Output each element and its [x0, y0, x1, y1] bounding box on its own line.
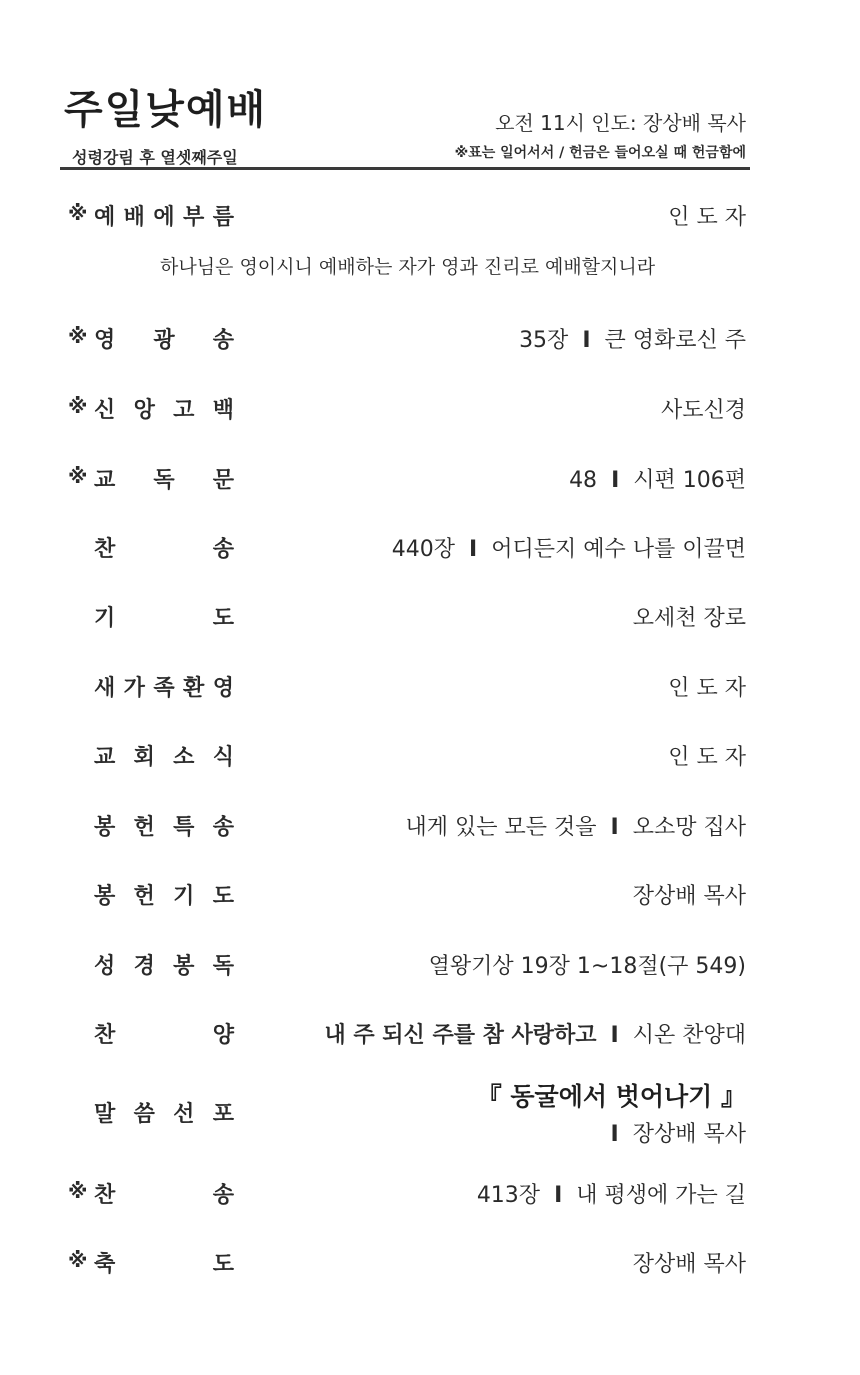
order-item-label: [68, 200, 238, 230]
order-item: [68, 596, 746, 636]
label-char: 백: [212, 398, 234, 423]
label-char: 봉: [94, 884, 116, 909]
order-item-label-text: [94, 601, 234, 632]
order-item-label: [68, 393, 238, 423]
order-item-value-part: 내 주 되신 주를 참 사랑하고: [324, 1022, 597, 1048]
order-item-value-part: 내게 있는 모든 것을: [405, 814, 597, 840]
separator: I: [611, 467, 620, 493]
standing-mark: ※: [68, 324, 88, 348]
order-item-value-part: 어디든지 예수 나를 이끌면: [491, 536, 746, 562]
order-item-label: [68, 463, 238, 493]
call-to-worship-verse: 하나님은 영이시니 예배하는 자가 영과 진리로 예배할지니라: [160, 256, 656, 278]
label-char: 고: [173, 398, 195, 423]
label-char: 말: [94, 1102, 116, 1127]
order-item-value-part: 인 도 자: [668, 675, 746, 701]
order-item-label: [68, 1018, 238, 1048]
order-item-value-part: 440장: [391, 536, 456, 562]
order-item-label-text: [94, 200, 234, 231]
standing-mark: ※: [68, 1179, 88, 1203]
order-item-value-part: 장상배 목사: [632, 1251, 746, 1277]
order-item-value-part: 내 평생에 가는 길: [576, 1182, 746, 1208]
order-item: [68, 318, 746, 358]
standing-mark: ※: [68, 1248, 88, 1272]
label-char: 포: [212, 1102, 234, 1127]
order-item-value: [406, 810, 746, 841]
header-divider: [60, 167, 750, 170]
order-item-value-part: 시온 찬양대: [632, 1022, 746, 1048]
label-char: 기: [94, 606, 116, 631]
order-item-value: [661, 393, 746, 424]
label-char: 교: [94, 745, 116, 770]
order-item-label: [68, 601, 238, 631]
order-item-value-part: 35장: [519, 327, 569, 353]
order-item-value-part: 시편 106편: [633, 467, 746, 493]
label-char: 기: [173, 884, 195, 909]
label-char: 독: [212, 954, 234, 979]
order-item-value-part: 사도신경: [660, 397, 746, 423]
label-char: 송: [212, 1183, 234, 1208]
order-item: [68, 1242, 746, 1282]
order-item-value: [324, 1018, 746, 1049]
order-item-label-text: [94, 740, 234, 771]
order-item-label: [68, 949, 238, 979]
label-char: 배: [123, 205, 145, 230]
label-char: 신: [94, 398, 116, 423]
order-item-value-part: 인 도 자: [668, 204, 746, 230]
separator: I: [469, 536, 478, 562]
order-item-value-part: 장상배 목사: [632, 883, 746, 909]
order-item-value-part: 413장: [476, 1182, 541, 1208]
order-item-value: [569, 463, 746, 494]
label-char: 도: [212, 884, 234, 909]
order-item-label-text: [94, 810, 234, 841]
order-item: [68, 735, 746, 775]
order-item-label: [68, 1247, 238, 1277]
order-item-value: [633, 1247, 746, 1278]
label-char: 환: [183, 676, 205, 701]
label-char: 가: [123, 676, 145, 701]
label-char: 송: [212, 815, 234, 840]
order-item-label: [68, 323, 238, 353]
label-char: 도: [212, 606, 234, 631]
label-char: 예: [94, 205, 116, 230]
order-item-label-text: [94, 949, 234, 980]
sermon-title: 『 동굴에서 벗어나기 』: [476, 1082, 746, 1111]
order-item-value-part: 48: [569, 467, 598, 493]
order-item-label-text: [94, 1018, 234, 1049]
order-item-label: [68, 810, 238, 840]
sermon-label: [68, 1097, 238, 1127]
order-item-value-part: 오세천 장로: [632, 605, 746, 631]
label-char: 소: [173, 745, 195, 770]
order-item-label-text: [94, 879, 234, 910]
order-item-label-text: [94, 323, 234, 354]
order-item-value: [519, 323, 746, 354]
label-char: 교: [94, 468, 116, 493]
order-item-value: [668, 671, 746, 702]
order-item: [68, 944, 746, 984]
service-time-leader: 오전 11시 인도: 장상배 목사: [495, 111, 746, 135]
order-item-value-part: 열왕기상 19장 1~18절(구 549): [428, 953, 746, 979]
order-item-label: [68, 740, 238, 770]
page-title: 주일낮예배: [64, 87, 268, 133]
order-item-value: [429, 949, 746, 980]
order-item-label-text: [94, 463, 234, 494]
label-char: 축: [94, 1252, 116, 1277]
order-item-label: [68, 671, 238, 701]
separator: I: [554, 1182, 563, 1208]
order-item-label: [68, 532, 238, 562]
separator: I: [610, 1122, 619, 1147]
label-char: 회: [133, 745, 155, 770]
order-item: [68, 388, 746, 428]
separator: I: [582, 327, 591, 353]
service-note: ※표는 일어서서 / 헌금은 들어오실 때 헌금함에: [454, 145, 746, 161]
label-char: 영: [94, 328, 116, 353]
label-char: 씀: [133, 1102, 155, 1127]
label-char: 앙: [133, 398, 155, 423]
order-item-value: [633, 879, 746, 910]
order-item-label: [68, 1178, 238, 1208]
order-item-label-text: [94, 532, 234, 563]
separator: I: [610, 1022, 619, 1048]
sermon-preacher-name: 장상배 목사: [632, 1122, 746, 1147]
order-item-value-part: 오소망 집사: [632, 814, 746, 840]
label-char: 선: [173, 1102, 195, 1127]
label-char: 문: [212, 468, 234, 493]
order-item: [68, 1173, 746, 1213]
order-item-label: [68, 879, 238, 909]
order-item-value: [477, 1178, 746, 1209]
order-item: [68, 195, 746, 235]
label-char: 경: [133, 954, 155, 979]
label-char: 에: [153, 205, 175, 230]
order-item: [68, 527, 746, 567]
order-item-value: [392, 532, 746, 563]
page-subtitle: 성령강림 후 열셋째주일: [72, 148, 238, 167]
label-char: 족: [153, 676, 175, 701]
order-item: [68, 805, 746, 845]
label-char: 성: [94, 954, 116, 979]
order-item: [68, 874, 746, 914]
order-item-value: [633, 601, 746, 632]
order-item-label-text: [94, 671, 234, 702]
label-char: 송: [212, 537, 234, 562]
label-char: 광: [153, 328, 175, 353]
standing-mark: ※: [68, 201, 88, 225]
label-char: 름: [212, 205, 234, 230]
label-char: 부: [183, 205, 205, 230]
label-char: 영: [212, 676, 234, 701]
order-item-value-part: 큰 영화로신 주: [604, 327, 746, 353]
label-char: 찬: [94, 1183, 116, 1208]
label-char: 독: [153, 468, 175, 493]
label-char: 찬: [94, 537, 116, 562]
standing-mark: ※: [68, 394, 88, 418]
label-char: 양: [212, 1023, 234, 1048]
label-char: 봉: [94, 815, 116, 840]
order-item: [68, 666, 746, 706]
label-char: 새: [94, 676, 116, 701]
order-item-value-part: 인 도 자: [668, 744, 746, 770]
order-item-value: [668, 740, 746, 771]
label-char: 찬: [94, 1023, 116, 1048]
order-item-label-text: [94, 1178, 234, 1209]
label-char: 봉: [173, 954, 195, 979]
order-item-label-text: [94, 393, 234, 424]
label-char: 식: [212, 745, 234, 770]
order-item-label-text: [94, 1247, 234, 1278]
order-item: [68, 458, 746, 498]
label-char: 도: [212, 1252, 234, 1277]
order-item-value: [668, 200, 746, 231]
standing-mark: ※: [68, 464, 88, 488]
order-item: [68, 1013, 746, 1053]
sermon-label-text: [94, 1097, 234, 1128]
label-char: 송: [212, 328, 234, 353]
label-char: 헌: [133, 815, 155, 840]
label-char: 특: [173, 815, 195, 840]
separator: I: [610, 814, 619, 840]
label-char: 헌: [133, 884, 155, 909]
sermon-preacher: [597, 1117, 746, 1148]
